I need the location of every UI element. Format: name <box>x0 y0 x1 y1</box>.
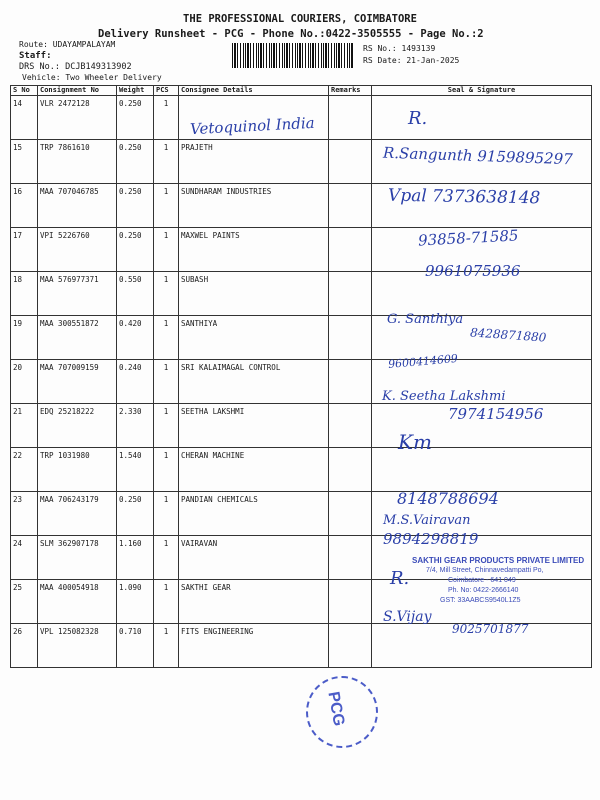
cell-weight: 0.250 <box>117 140 154 184</box>
rs-date-label: RS Date: <box>363 56 402 65</box>
signature-26-name: S.Vijay <box>383 609 432 625</box>
cell-consignment: EDQ 25218222 <box>38 404 117 448</box>
stamp-company-name: SAKTHI GEAR PRODUCTS PRIVATE LIMITED <box>412 556 585 565</box>
cell-pcs: 1 <box>154 536 179 580</box>
cell-pcs: 1 <box>154 624 179 668</box>
signature-25: R. <box>390 568 410 589</box>
col-pcs: PCS <box>154 86 179 96</box>
cell-consignee: FITS ENGINEERING <box>179 624 329 668</box>
rs-date-value: 21-Jan-2025 <box>406 56 460 65</box>
cell-remarks <box>329 272 372 316</box>
cell-pcs: 1 <box>154 184 179 228</box>
signature-21-name: K. Seetha Lakshmi <box>382 389 506 404</box>
cell-consignment: MAA 706243179 <box>38 492 117 536</box>
cell-weight: 0.550 <box>117 272 154 316</box>
cell-pcs: 1 <box>154 492 179 536</box>
stamp-address: 7/4, Mill Street, Chinnavedampatti Po, <box>426 567 544 574</box>
cell-remarks <box>329 316 372 360</box>
cell-consignee: SAKTHI GEAR <box>179 580 329 624</box>
cell-consignee: SEETHA LAKSHMI <box>179 404 329 448</box>
cell-consignment: MAA 576977371 <box>38 272 117 316</box>
cell-consignment: MAA 707009159 <box>38 360 117 404</box>
vehicle-label: Vehicle: <box>22 73 61 82</box>
cell-consignee: SRI KALAIMAGAL CONTROL <box>179 360 329 404</box>
cell-remarks <box>329 624 372 668</box>
cell-sno: 17 <box>11 228 38 272</box>
cell-weight: 0.250 <box>117 228 154 272</box>
cell-consignee: SANTHIYA <box>179 316 329 360</box>
cell-weight: 0.250 <box>117 492 154 536</box>
cell-sno: 20 <box>11 360 38 404</box>
cell-consignment: VPI 5226760 <box>38 228 117 272</box>
runsheet-subtitle: Delivery Runsheet - PCG - Phone No.:0422-3505555 - Page No.:2 <box>98 28 484 40</box>
col-remarks: Remarks <box>329 86 372 96</box>
stamp-phone: Ph. No: 0422-2666140 <box>448 587 519 594</box>
cell-sno: 15 <box>11 140 38 184</box>
col-consignee: Consignee Details <box>179 86 329 96</box>
col-signature: Seal & Signature <box>372 86 592 96</box>
round-stamp-text: PCG <box>324 690 348 728</box>
cell-consignee: MAXWEL PAINTS <box>179 228 329 272</box>
cell-sno: 25 <box>11 580 38 624</box>
cell-sno: 14 <box>11 96 38 140</box>
drs-line <box>19 62 132 72</box>
signature-19-phone: 8428871880 <box>469 325 547 345</box>
cell-consignee: SUNDHARAM INDUSTRIES <box>179 184 329 228</box>
cell-pcs: 1 <box>154 448 179 492</box>
signature-16: Vpal 7373638148 <box>387 185 541 209</box>
route-line <box>19 40 115 49</box>
cell-signature <box>372 448 592 492</box>
cell-remarks <box>329 536 372 580</box>
col-consignment: Consignment No <box>38 86 117 96</box>
cell-pcs: 1 <box>154 96 179 140</box>
barcode-image <box>232 43 354 68</box>
cell-sno: 22 <box>11 448 38 492</box>
cell-weight: 0.250 <box>117 184 154 228</box>
cell-consignment: TRP 1031980 <box>38 448 117 492</box>
company-title: THE PROFESSIONAL COURIERS, COIMBATORE <box>183 13 417 25</box>
cell-consignee: CHERAN MACHINE <box>179 448 329 492</box>
rs-no-label: RS No.: <box>363 44 397 53</box>
cell-remarks <box>329 184 372 228</box>
signature-21-phone: 7974154956 <box>448 405 544 423</box>
signature-26-phone: 9025701877 <box>452 622 529 636</box>
cell-consignment: MAA 707046785 <box>38 184 117 228</box>
cell-pcs: 1 <box>154 272 179 316</box>
cell-consignee: VAIRAVAN <box>179 536 329 580</box>
cell-sno: 16 <box>11 184 38 228</box>
cell-pcs: 1 <box>154 404 179 448</box>
signature-24-phone: 9894298819 <box>383 530 479 548</box>
cell-sno: 26 <box>11 624 38 668</box>
cell-pcs: 1 <box>154 580 179 624</box>
cell-consignment: MAA 300551872 <box>38 316 117 360</box>
vehicle-line <box>22 73 162 82</box>
cell-weight: 0.420 <box>117 316 154 360</box>
signature-23: 8148788694 <box>397 489 499 508</box>
cell-sno: 24 <box>11 536 38 580</box>
cell-sno: 23 <box>11 492 38 536</box>
col-weight: Weight <box>117 86 154 96</box>
cell-weight: 0.710 <box>117 624 154 668</box>
signature-17: 93858-71585 <box>417 226 519 250</box>
drs-label: DRS No.: <box>19 62 60 72</box>
cell-remarks <box>329 360 372 404</box>
cell-remarks <box>329 580 372 624</box>
cell-consignment: TRP 7861610 <box>38 140 117 184</box>
cell-consignment: VPL 125082328 <box>38 624 117 668</box>
cell-remarks <box>329 404 372 448</box>
cell-weight: 0.250 <box>117 96 154 140</box>
cell-weight: 1.160 <box>117 536 154 580</box>
cell-weight: 1.090 <box>117 580 154 624</box>
stamp-gst: GST: 33AABCS9540L1Z5 <box>440 597 521 604</box>
rs-no-value: 1493139 <box>401 44 436 53</box>
cell-consignee: PANDIAN CHEMICALS <box>179 492 329 536</box>
cell-pcs: 1 <box>154 228 179 272</box>
cell-consignee: PRAJETH <box>179 140 329 184</box>
signature-24-name: M.S.Vairavan <box>383 513 471 528</box>
signature-15: R.Sangunth 9159895297 <box>382 143 574 169</box>
cell-remarks <box>329 96 372 140</box>
signature-22: Km <box>398 430 432 454</box>
cell-sno: 18 <box>11 272 38 316</box>
cell-consignment: VLR 2472128 <box>38 96 117 140</box>
cell-pcs: 1 <box>154 360 179 404</box>
cell-weight: 1.540 <box>117 448 154 492</box>
cell-sno: 19 <box>11 316 38 360</box>
table-row <box>11 492 592 536</box>
cell-remarks <box>329 140 372 184</box>
cell-pcs: 1 <box>154 140 179 184</box>
cell-weight: 0.240 <box>117 360 154 404</box>
table-row <box>11 448 592 492</box>
cell-pcs: 1 <box>154 316 179 360</box>
rs-no-line <box>363 44 435 53</box>
route-label: Route: <box>19 40 48 49</box>
signature-19-name: G. Santhiya <box>387 312 464 327</box>
cell-remarks <box>329 228 372 272</box>
handwritten-consignee-14: Vetoquinol India <box>189 113 316 139</box>
cell-remarks <box>329 492 372 536</box>
stamp-city: Coimbatore - 641 049 <box>448 577 516 584</box>
col-sno: S No <box>11 86 38 96</box>
staff-label: Staff: <box>19 51 52 61</box>
cell-consignment: MAA 400054918 <box>38 580 117 624</box>
cell-consignment: SLM 362907178 <box>38 536 117 580</box>
drs-value: DCJB149313902 <box>65 62 132 72</box>
signature-18: 9961075936 <box>425 262 521 280</box>
signature-20: 9600414609 <box>387 351 459 372</box>
signature-14: R. <box>408 108 428 129</box>
rs-date-line <box>363 56 459 65</box>
vehicle-value: Two Wheeler Delivery <box>65 73 162 82</box>
cell-remarks <box>329 448 372 492</box>
table-header-row <box>11 86 592 96</box>
cell-weight: 2.330 <box>117 404 154 448</box>
cell-signature <box>372 96 592 140</box>
cell-consignee: SUBASH <box>179 272 329 316</box>
route-value: UDAYAMPALAYAM <box>52 40 116 49</box>
cell-sno: 21 <box>11 404 38 448</box>
